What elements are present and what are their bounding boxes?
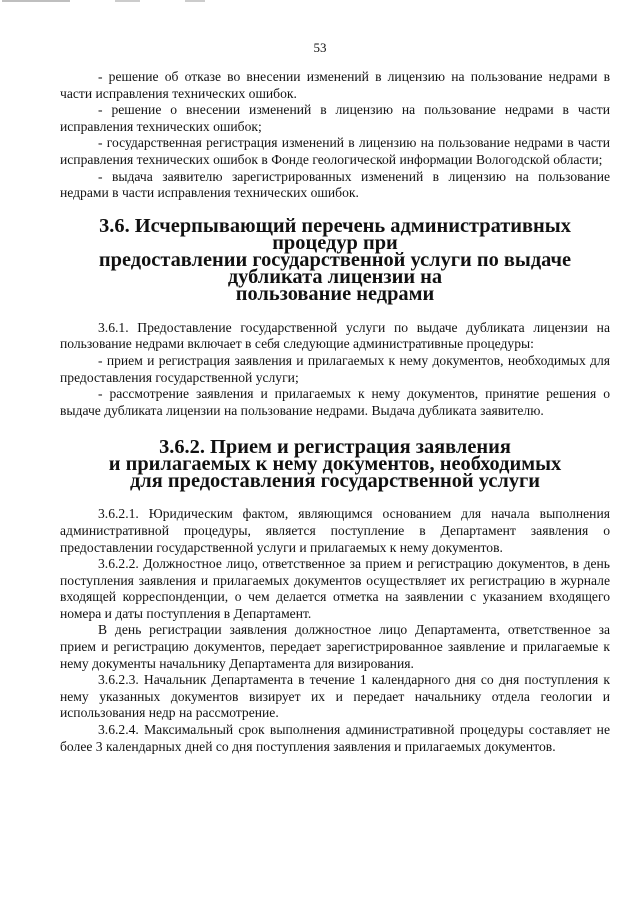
paragraph-3-6-2-2: 3.6.2.2. Должностное лицо, ответственное за прием и регистрацию документов, в день поступления заявления и прилагаемых документов осуществляет их регистрацию в журнале входящей корреспонденции, о чем делается отметка на заявлении с указанием входящего номера и даты поступления в Департамент. [60,556,610,621]
paragraph-3-6-2-4: 3.6.2.4. Максимальный срок выполнения административной процедуры составляет не более 3 календарных дней со дня поступления заявления и прилагаемых документов. [60,722,610,754]
page-number: 53 [313,40,327,55]
section-heading-3-6-2 [60,436,610,493]
heading-line: пользование недрами [235,282,435,305]
paragraph-3-6-2-3: 3.6.2.3. Начальник Департамента в течение 1 календарного дня со дня поступления к нему указанных документов визирует их и передает начальнику отдела геологии и использования недр на рассмотрение. [60,672,610,721]
list-item: - прием и регистрация заявления и прилагаемых к нему документов, необходимых для предоставления государственной услуги; [60,352,610,385]
heading-line: для предоставления государственной услуги [129,470,541,493]
list-item: - государственная регистрация изменений в лицензию на пользование недрами в части исправления технических ошибок в Фонде геологической информации Вологодской области; [60,135,610,167]
heading-line: 3.6.2. Прием и регистрация заявления [159,436,511,459]
heading-line: и прилагаемых к нему документов, необходимых [108,453,562,476]
list-item: - выдача заявителю зарегистрированных изменений в лицензию на пользование недрами в части исправления технических ошибок. [60,168,610,201]
scan-artifact-marks [0,0,640,6]
section-heading-3-6 [60,214,610,305]
list-item: - решение о внесении изменений в лицензию на пользование недрами в части исправления технических ошибок; [60,102,610,134]
list-item: - решение об отказе во внесении изменений в лицензию на пользование недрами в части исправления технических ошибок. [60,69,610,101]
heading-line: 3.6. Исчерпывающий перечень административных процедур при [99,214,571,254]
paragraph-3-6-2-1: 3.6.2.1. Юридическим фактом, являющимся основанием для начала выполнения административной процедуры, является поступление в Департамент заявления о предоставлении государственной услуги и прилагаемых к нему документов. [60,506,610,555]
list-item: - рассмотрение заявления и прилагаемых к нему документов, принятие решения о выдаче дубликата лицензии на пользование недрами. Выдача дубликата заявителю. [60,386,610,418]
paragraph-registration-day: В день регистрации заявления должностное лицо Департамента, ответственное за прием и регистрацию документов, передает зарегистрированное заявление и прилагаемые к нему документы начальнику Департамента для визирования. [60,622,610,671]
document-body [60,69,610,755]
paragraph-3-6-1: 3.6.1. Предоставление государственной услуги по выдаче дубликата лицензии на пользование недрами включает в себя следующие административные процедуры: [60,319,610,352]
heading-line: предоставлении государственной услуги по выдаче дубликата лицензии на [98,248,572,288]
